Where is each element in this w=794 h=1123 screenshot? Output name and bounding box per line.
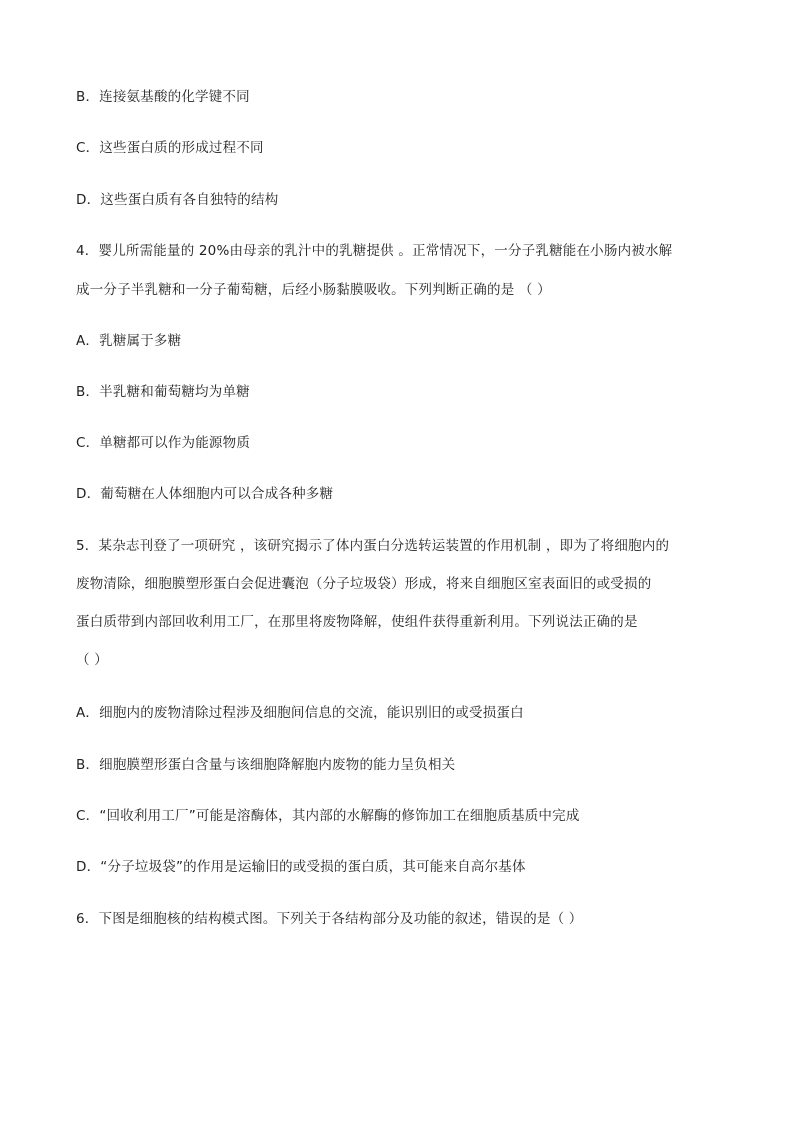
question-4-line-2: 成一分子半乳糖和一分子葡萄糖，后经小肠黏膜吸收。下列判断正确的是 （ ） (76, 282, 551, 298)
question-6-line-1: 6．下图是细胞核的结构模式图。下列关于各结构部分及功能的叙述，错误的是（ ） (76, 911, 583, 927)
option-5d: D．“分子垃圾袋”的作用是运输旧的或受损的蛋白质，其可能来自高尔基体 (76, 859, 526, 875)
option-4b: B．半乳糖和葡萄糖均为单糖 (76, 384, 250, 400)
option-5c: C．“回收利用工厂”可能是溶酶体，其内部的水解酶的修饰加工在细胞质基质中完成 (76, 808, 580, 824)
option-4a: A．乳糖属于多糖 (76, 333, 182, 349)
option-5a: A．细胞内的废物清除过程涉及细胞间信息的交流，能识别旧的或受损蛋白 (76, 705, 524, 721)
option-4d: D．葡萄糖在人体细胞内可以合成各种多糖 (76, 486, 334, 502)
question-4-line-1: 4．婴儿所需能量的 20%由母亲的乳汁中的乳糖提供 。正常情况下，一分子乳糖能在小肠内被水解 (76, 243, 673, 259)
question-5-line-1: 5．某杂志刊登了一项研究 ，该研究揭示了体内蛋白分选转运装置的作用机制 ，即为了将细胞内的 (76, 538, 670, 554)
option-3b: B．连接氨基酸的化学键不同 (76, 89, 250, 105)
question-5-line-3: 蛋白质带到内部回收利用工厂，在那里将废物降解，使组件获得重新利用。下列说法正确的是 (76, 614, 638, 630)
question-5-line-2: 废物清除，细胞膜塑形蛋白会促进囊泡（分子垃圾袋）形成，将来自细胞区室表面旧的或受损的 (76, 576, 652, 592)
option-3c: C．这些蛋白质的形成过程不同 (76, 140, 264, 156)
option-4c: C．单糖都可以作为能源物质 (76, 435, 251, 451)
option-5b: B．细胞膜塑形蛋白含量与该细胞降解胞内废物的能力呈负相关 (76, 757, 456, 773)
question-5-answer-blank: （ ） (76, 652, 108, 668)
option-3d: D．这些蛋白质有各自独特的结构 (76, 192, 279, 208)
